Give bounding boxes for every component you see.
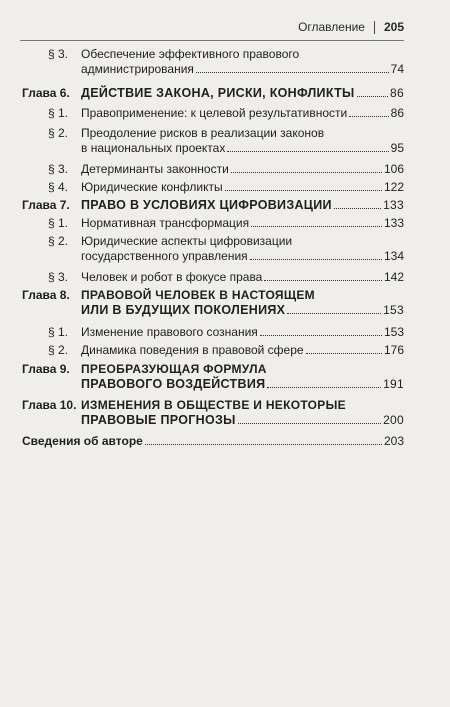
section-number: § 3. [48,47,69,61]
entry-title [81,162,404,177]
chapter-number: Глава 10. [22,398,77,412]
toc-chapter [22,86,404,101]
page-reference: 153 [383,303,404,317]
chapter-number: Глава 6. [22,86,70,100]
entry-title-line: ДЕЙСТВИЕ ЗАКОНА, РИСКИ, КОНФЛИКТЫ [81,86,355,100]
section-number: § 3. [48,270,69,284]
page-reference: 142 [383,270,404,284]
page-reference: 106 [383,162,404,176]
dot-leader [231,172,382,173]
entry-title [81,126,404,156]
chapter-number: Глава 7. [22,198,70,212]
entry-title [81,234,404,264]
header-rule [20,40,404,41]
dot-leader [250,259,382,260]
entry-title [81,47,404,77]
section-number: § 2. [48,234,69,248]
entry-title-line: Динамика поведения в правовой сфере [81,343,304,357]
toc-section [22,106,404,121]
section-number: § 3. [48,162,69,176]
entry-title [81,343,404,358]
page-reference: 95 [390,141,404,155]
entry-title-line: Юридические аспекты цифровизации [81,234,293,248]
entry-title [81,216,404,231]
dot-leader [260,335,382,336]
entry-title-line: ИЛИ В БУДУЩИХ ПОКОЛЕНИЯХ [81,303,286,317]
entry-title-line: Юридические конфликты [81,180,223,194]
toc-section [22,343,404,358]
dot-leader [251,226,382,227]
running-header [298,20,404,34]
section-number: § 4. [48,180,69,194]
toc-section [22,216,404,231]
dot-leader [145,444,382,445]
page-reference: 191 [383,377,404,391]
entry-title [22,434,404,449]
entry-title-line: ПРАВО В УСЛОВИЯХ ЦИФРОВИЗАЦИИ [81,198,332,212]
page-reference: 153 [383,325,404,339]
entry-title [81,180,404,195]
section-number: § 2. [48,126,69,140]
entry-title [81,325,404,340]
entry-title-line: государственного управления [81,249,248,263]
dot-leader [349,116,388,117]
dot-leader [227,151,388,152]
entry-title-line: в национальных проектах [81,141,226,155]
entry-title-line: Человек и робот в фокусе права [81,270,263,284]
entry-title [81,362,404,392]
page-reference: 86 [390,106,404,120]
toc-chapter [22,362,404,392]
page-reference: 203 [383,434,404,448]
chapter-number: Глава 8. [22,288,70,302]
dot-leader [238,423,381,424]
toc-section [22,234,404,264]
page-reference: 200 [383,413,404,427]
entry-title [81,288,404,318]
entry-title-line: Сведения об авторе [22,434,143,448]
entry-title-line: ПРАВОВЫЕ ПРОГНОЗЫ [81,413,236,427]
dot-leader [334,208,381,209]
toc-section [22,180,404,195]
table-of-contents [22,44,404,464]
entry-title-line: администрирования [81,62,194,76]
dot-leader [264,280,382,281]
entry-title-line: ПРАВОВОЙ ЧЕЛОВЕК В НАСТОЯЩЕМ [81,288,315,302]
entry-title [81,270,404,285]
toc-section [22,162,404,177]
section-number: § 2. [48,343,69,357]
section-number: § 1. [48,106,69,120]
entry-title-line: Детерминанты законности [81,162,229,176]
page-reference: 133 [383,198,404,212]
dot-leader [267,387,381,388]
toc-section [22,126,404,156]
page-reference: 134 [383,249,404,263]
toc-section [22,47,404,77]
toc-chapter [22,398,404,428]
entry-title-line: ИЗМЕНЕНИЯ В ОБЩЕСТВЕ И НЕКОТОРЫЕ [81,398,346,412]
entry-title-line: ПРАВОВОГО ВОЗДЕЙСТВИЯ [81,377,266,391]
toc-author-info [22,434,404,449]
header-section-title: Оглавление [298,20,365,34]
entry-title [81,198,404,213]
entry-title-line: Нормативная трансформация [81,216,250,230]
chapter-number: Глава 9. [22,362,70,376]
page-reference: 176 [383,343,404,357]
dot-leader [287,313,381,314]
toc-section [22,270,404,285]
header-divider [374,21,375,34]
page-reference: 74 [390,62,404,76]
dot-leader [225,190,382,191]
entry-title-line: Преодоление рисков в реализации законов [81,126,325,140]
toc-chapter [22,198,404,213]
dot-leader [306,353,382,354]
entry-title-line: Обеспечение эффективного правового [81,47,300,61]
entry-title [81,106,404,121]
entry-title-line: Изменение правового сознания [81,325,258,339]
entry-title [81,86,404,101]
entry-title [81,398,404,428]
section-number: § 1. [48,325,69,339]
entry-title-line: Правоприменение: к целевой результативности [81,106,348,120]
header-page-number: 205 [383,20,404,34]
toc-chapter [22,288,404,318]
toc-section [22,325,404,340]
page-reference: 122 [383,180,404,194]
section-number: § 1. [48,216,69,230]
page-reference: 86 [390,86,404,100]
dot-leader [196,72,389,73]
page-reference: 133 [383,216,404,230]
dot-leader [357,96,388,97]
entry-title-line: ПРЕОБРАЗУЮЩАЯ ФОРМУЛА [81,362,267,376]
